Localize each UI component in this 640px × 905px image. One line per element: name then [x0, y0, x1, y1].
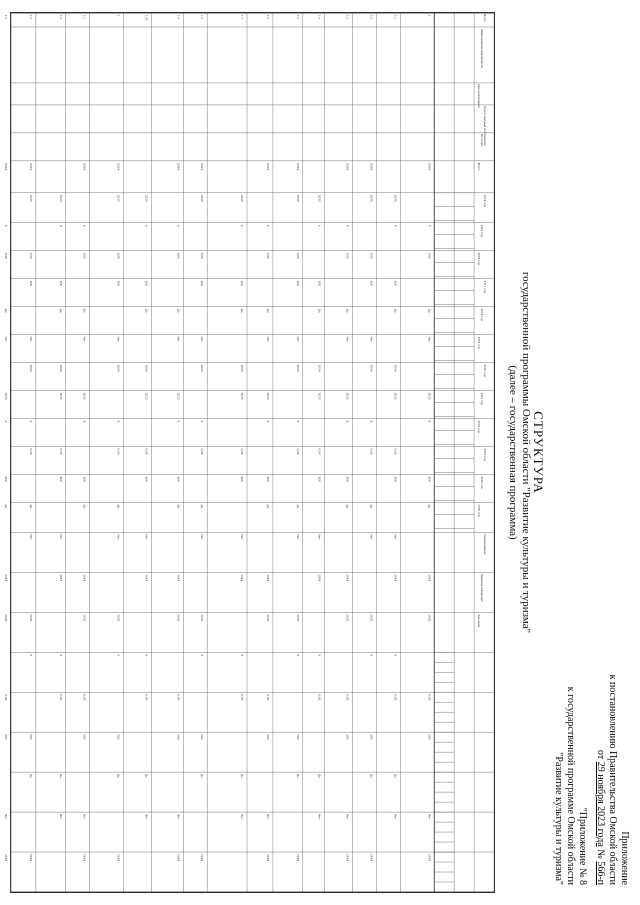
table-cell-value: 2014	[144, 574, 149, 582]
table-cell-value: 0,00	[28, 252, 33, 259]
table-cell-value: Нет	[240, 534, 245, 540]
table-cell-value: 2014	[200, 854, 205, 862]
table-cell-value: 2025	[176, 614, 181, 622]
table-cell-value: 0,00	[369, 252, 374, 259]
table-cell-value: Да	[58, 774, 63, 779]
table-cell-value: 2014	[144, 364, 149, 372]
table-cell-value: 2025	[317, 392, 322, 400]
table-cell-value: Да	[176, 504, 181, 509]
table-cell-value: Нет	[200, 336, 205, 343]
column-header: Значение	[477, 614, 481, 628]
header-number: 566-п	[595, 861, 606, 885]
table-cell-value: 100	[4, 734, 9, 740]
table-cell-value: 0,00	[240, 448, 245, 455]
table-cell-value: Х	[200, 654, 205, 657]
table-cell-value: 0,00	[116, 448, 121, 455]
table-cell-value: Х	[116, 654, 121, 657]
table-cell-value: 100	[369, 734, 374, 740]
table-cell-value: 0,00	[176, 252, 181, 259]
table-cell-value: 0,00	[58, 694, 63, 701]
table-cell-value: 0,00	[317, 448, 322, 455]
table-cell-value: Да	[58, 308, 63, 313]
table-cell-value: 0,00	[427, 252, 432, 259]
table-cell-value: 2014	[345, 162, 350, 170]
table-cell-value: Х	[369, 420, 374, 423]
row-number: 1.6	[265, 14, 269, 19]
table-cell-value: Да	[200, 504, 205, 509]
table-cell-value: 2014	[116, 364, 121, 372]
table-cell-value: 2014	[427, 574, 432, 582]
table-cell-value: Х	[393, 224, 398, 227]
table-cell-value: 100	[144, 476, 149, 482]
table-cell-value: Нет	[4, 336, 9, 343]
table-cell-value: 0,00	[317, 694, 322, 701]
table-cell-value: Нет	[369, 336, 374, 343]
table-cell-value: Нет	[28, 534, 33, 540]
table-cell-value: 0,00	[393, 694, 398, 701]
table-cell-value: Да	[82, 308, 87, 313]
table-cell-value: Х	[58, 654, 63, 657]
table-cell-value: Х	[295, 654, 300, 657]
column-header: 2018 год	[480, 308, 484, 321]
table-cell-value: 2014	[58, 364, 63, 372]
table-cell-value: 2014	[317, 574, 322, 582]
table-cell-value: 100	[176, 734, 181, 740]
table-cell-value: Х	[427, 224, 432, 227]
table-cell-value: Х	[144, 224, 149, 227]
table-cell-value: 0,00	[265, 694, 270, 701]
table-cell-value: 100	[82, 734, 87, 740]
table-cell-value: 100	[82, 476, 87, 482]
table-cell-value: 2025	[393, 194, 398, 202]
column-header: 2017 год	[483, 280, 487, 293]
table-cell-value: 100	[369, 280, 374, 287]
table-cell-value: 2025	[240, 194, 245, 202]
row-number: 1.3	[28, 14, 32, 19]
table-cell-value: Х	[295, 420, 300, 423]
table-cell-value: Нет	[345, 814, 350, 820]
table-cell-value: 100	[265, 734, 270, 740]
table-cell-value: 0,00	[176, 694, 181, 701]
table-cell-value: 2014	[369, 854, 374, 862]
column-header: 2022 год	[477, 420, 481, 433]
table-cell-value: 2014	[82, 574, 87, 582]
table-cell-value: Нет	[176, 336, 181, 343]
table-cell-value: 2014	[28, 162, 33, 170]
table-cell-value: Да	[295, 774, 300, 779]
table-cell-value: 2014	[28, 364, 33, 372]
table-cell-value: 100	[265, 476, 270, 482]
table-cell-value: 100	[28, 734, 33, 740]
table-cell-value: 2014	[427, 162, 432, 170]
table-cell-value: 2025	[58, 194, 63, 202]
header-line5: к государственной программе Омской области	[565, 686, 576, 885]
column-header: № п/п	[483, 13, 487, 22]
column-header: Единица измерения	[480, 574, 484, 602]
structure-table	[4, 12, 495, 893]
table-cell-value: 2014	[265, 574, 270, 582]
document-header	[552, 675, 630, 885]
table-cell-value: Нет	[427, 336, 432, 343]
table-cell-value: 2025	[82, 392, 87, 400]
table-cell-value: 100	[240, 280, 245, 287]
table-cell-value: Да	[393, 774, 398, 779]
table-cell-value: Х	[265, 224, 270, 227]
table-cell-value: 2025	[345, 392, 350, 400]
table-cell-value: 2014	[295, 162, 300, 170]
table-cell-value: 100	[116, 734, 121, 740]
table-cell-value: 2025	[144, 392, 149, 400]
table-cell-value: 2014	[200, 364, 205, 372]
table-cell-value: 2014	[317, 364, 322, 372]
table-cell-value: Да	[265, 308, 270, 313]
table-cell-value: 100	[427, 476, 432, 482]
table-cell-value: Да	[4, 308, 9, 313]
table-cell-value: 2025	[369, 194, 374, 202]
table-cell-value: 0,00	[28, 448, 33, 455]
table-cell-value: Нет	[28, 336, 33, 343]
row-number: 1.8	[200, 14, 204, 19]
header-number-prefix: №	[595, 849, 606, 859]
table-cell-value: 2025	[345, 614, 350, 622]
table-cell-value: 0,00	[265, 252, 270, 259]
table-cell-value: 100	[58, 280, 63, 287]
column-header: 2021 год	[480, 392, 484, 405]
table-cell-value: 100	[144, 280, 149, 287]
table-cell-value: 100	[317, 280, 322, 287]
row-number: 1.7	[240, 14, 244, 19]
table-cell-value: 2014	[427, 854, 432, 862]
table-cell-value: 0,00	[369, 448, 374, 455]
table-cell-value: Х	[427, 420, 432, 423]
table-cell-value: Нет	[200, 534, 205, 540]
table-cell-value: Нет	[144, 814, 149, 820]
table-cell-value: Х	[240, 654, 245, 657]
table-cell-value: Нет	[265, 336, 270, 343]
table-cell-value: 100	[200, 734, 205, 740]
table-cell-value: Х	[369, 654, 374, 657]
table-cell-value: Нет	[317, 534, 322, 540]
table-cell-value: 100	[240, 476, 245, 482]
table-cell-value: Да	[317, 774, 322, 779]
column-header: Наименование	[483, 534, 487, 555]
table-cell-value: 100	[58, 476, 63, 482]
table-cell-value: Х	[28, 420, 33, 423]
table-cell-value: 2025	[295, 614, 300, 622]
table-cell-value: 100	[200, 280, 205, 287]
table-cell-value: Да	[144, 308, 149, 313]
table-cell-value: Да	[345, 504, 350, 509]
table-cell-value: 0,00	[240, 694, 245, 701]
table-cell-value: 100	[317, 476, 322, 482]
table-cell-value: 2025	[28, 614, 33, 622]
column-header: 2019 год	[477, 336, 481, 349]
column-header: 2020 год	[483, 364, 487, 377]
document-title	[506, 0, 545, 905]
header-line4: "Приложение № 8	[577, 807, 588, 885]
table-cell-value: Да	[240, 774, 245, 779]
column-header: 2024 год	[480, 476, 484, 489]
table-cell-value: 2014	[393, 574, 398, 582]
table-cell-value: Х	[265, 420, 270, 423]
row-number: 1.2	[369, 14, 373, 19]
table-cell-value: 2025	[265, 392, 270, 400]
table-cell-value: 100	[393, 280, 398, 287]
table-cell-value: 0,00	[4, 694, 9, 701]
table-cell-value: 2014	[369, 162, 374, 170]
table-cell-value: 2014	[240, 574, 245, 582]
table-cell-value: 2014	[4, 854, 9, 862]
table-cell-value: 2025	[116, 194, 121, 202]
table-cell-value: Нет	[295, 336, 300, 343]
table-cell-value: 2025	[240, 392, 245, 400]
table-cell-value: 2025	[4, 392, 9, 400]
header-line3	[594, 675, 606, 885]
table-cell-value: 2014	[58, 574, 63, 582]
table-cell-value: Нет	[144, 534, 149, 540]
row-number: 1.1	[393, 14, 397, 19]
table-cell-value: Да	[345, 308, 350, 313]
column-header: Всего	[477, 162, 481, 171]
table-cell-value: Нет	[240, 814, 245, 820]
title-sub1: государственной программы Омской области "Развитие культуры и туризма"	[520, 271, 532, 634]
table-cell-value: Нет	[317, 814, 322, 820]
column-header: 2023 год	[483, 448, 487, 461]
table-cell-value: 100	[345, 734, 350, 740]
table-cell-value: Х	[82, 420, 87, 423]
table-cell-value: 2014	[4, 162, 9, 170]
column-header: 2016 год	[477, 252, 481, 265]
table-cell-value: 100	[4, 476, 9, 482]
table-cell-value: Х	[345, 224, 350, 227]
row-number: 1.4	[317, 14, 321, 19]
table-cell-value: Х	[4, 420, 9, 423]
table-cell-value: Нет	[176, 814, 181, 820]
table-cell-value: 0,00	[295, 252, 300, 259]
table-cell-value: Х	[393, 654, 398, 657]
table-cell-value: Нет	[116, 336, 121, 343]
table-cell-value: Х	[58, 224, 63, 227]
table-cell-value: 100	[176, 476, 181, 482]
table-cell-value: Да	[4, 504, 9, 509]
structure-table-grid	[4, 13, 494, 892]
table-cell-value: 0,00	[427, 694, 432, 701]
table-cell-value: 2025	[144, 194, 149, 202]
title-sub2: (далее – государственная программа)	[507, 365, 519, 540]
table-cell-value: 0,00	[200, 252, 205, 259]
table-cell-value: 2014	[345, 854, 350, 862]
table-cell-value: Нет	[58, 814, 63, 820]
column-header: Источник	[480, 133, 484, 147]
table-cell-value: Да	[116, 504, 121, 509]
table-cell-value: 2025	[58, 392, 63, 400]
table-cell-value: Нет	[58, 534, 63, 540]
table-cell-value: 0,00	[58, 448, 63, 455]
table-cell-value: Да	[317, 308, 322, 313]
table-cell-value: Нет	[295, 534, 300, 540]
column-header: 2014 год	[483, 194, 487, 207]
row-number: 1.1	[82, 14, 86, 19]
table-cell-value: 2014	[295, 854, 300, 862]
header-line1: Приложение	[619, 831, 630, 885]
row-number: 1.4	[4, 14, 8, 19]
table-cell-value: 2014	[200, 162, 205, 170]
table-cell-value: 2025	[200, 194, 205, 202]
table-cell-value: 2025	[28, 194, 33, 202]
row-number: 1	[427, 14, 431, 17]
title-main: СТРУКТУРА	[531, 411, 546, 494]
table-cell-value: 0,00	[200, 448, 205, 455]
table-cell-value: Да	[28, 774, 33, 779]
table-cell-value: 2025	[369, 614, 374, 622]
table-cell-value: 100	[116, 280, 121, 287]
table-cell-value: Х	[176, 420, 181, 423]
row-number: 1.2	[58, 14, 62, 19]
table-cell-value: 2014	[28, 854, 33, 862]
table-cell-value: 0,00	[82, 252, 87, 259]
column-header: Ответственный исполнитель	[483, 105, 487, 146]
table-cell-value: 2014	[176, 162, 181, 170]
table-cell-value: 2025	[317, 194, 322, 202]
row-number: 1.9	[176, 14, 180, 19]
table-cell-value: 2014	[265, 162, 270, 170]
header-from-prefix: от	[595, 749, 606, 760]
header-date: 29 ноября 2023 года	[595, 761, 606, 847]
table-cell-value: 2025	[295, 194, 300, 202]
table-cell-value: 2014	[176, 574, 181, 582]
table-cell-value: Нет	[82, 336, 87, 343]
table-cell-value: 2014	[82, 854, 87, 862]
table-cell-value: Да	[240, 308, 245, 313]
table-cell-value: 2025	[427, 614, 432, 622]
table-cell-value: 100	[345, 476, 350, 482]
table-cell-value: 100	[295, 280, 300, 287]
table-cell-value: Нет	[4, 814, 9, 820]
table-cell-value: 0,00	[82, 694, 87, 701]
header-line6: "Развитие культуры и туризма"	[553, 752, 564, 885]
row-number: 1.10	[144, 14, 148, 21]
table-cell-value: Нет	[427, 814, 432, 820]
table-cell-value: Да	[295, 504, 300, 509]
table-cell-value: 2014	[240, 364, 245, 372]
table-cell-value: 2014	[393, 364, 398, 372]
table-cell-value: Х	[28, 654, 33, 657]
table-cell-value: 0,00	[345, 694, 350, 701]
table-cell-value: 2014	[82, 162, 87, 170]
table-cell-value: 2025	[427, 392, 432, 400]
table-cell-value: Х	[345, 420, 350, 423]
table-cell-value: Да	[369, 504, 374, 509]
table-cell-value: Да	[369, 774, 374, 779]
table-cell-value: 2025	[200, 614, 205, 622]
column-header: 2025 год	[477, 504, 481, 517]
table-cell-value: 100	[393, 476, 398, 482]
table-cell-value: Х	[144, 654, 149, 657]
table-cell-value: Да	[393, 308, 398, 313]
table-cell-value: 2014	[116, 162, 121, 170]
column-header: Наименование мероприятия	[480, 28, 484, 68]
table-cell-value: 2014	[4, 574, 9, 582]
table-cell-value: 2014	[295, 364, 300, 372]
table-cell-value: Нет	[393, 534, 398, 540]
table-cell-value: Да	[28, 504, 33, 509]
table-cell-value: Да	[265, 504, 270, 509]
table-cell-value: 2025	[265, 614, 270, 622]
table-cell-value: Х	[82, 224, 87, 227]
table-cell-value: 100	[295, 734, 300, 740]
row-number: 1.3	[345, 14, 349, 19]
table-cell-value: Да	[144, 774, 149, 779]
header-line2: к постановлению Правительства Омской области	[607, 674, 618, 885]
table-cell-value: 2025	[4, 614, 9, 622]
table-cell-value: Х	[200, 420, 205, 423]
table-cell-value: Да	[176, 308, 181, 313]
table-cell-value: Да	[427, 308, 432, 313]
table-cell-value: 2025	[116, 614, 121, 622]
table-cell-value: 0,00	[144, 448, 149, 455]
table-cell-value: Да	[116, 774, 121, 779]
table-cell-value: Х	[4, 224, 9, 227]
table-cell-value: 2014	[345, 574, 350, 582]
table-cell-value: 2014	[116, 854, 121, 862]
table-cell-value: 2025	[393, 392, 398, 400]
table-cell-value: 0,00	[4, 252, 9, 259]
table-cell-value: 2025	[82, 614, 87, 622]
table-cell-value: Х	[240, 224, 245, 227]
table-cell-value: 0,00	[295, 448, 300, 455]
table-cell-value: Нет	[265, 814, 270, 820]
table-cell-value: Х	[116, 420, 121, 423]
table-cell-value: 2014	[265, 854, 270, 862]
table-cell-value: Х	[317, 654, 322, 657]
table-cell-value: 100	[427, 734, 432, 740]
table-cell-value: 100	[28, 280, 33, 287]
table-cell-value: 2014	[369, 364, 374, 372]
table-cell-value: Нет	[393, 814, 398, 820]
column-header: 2015 год	[480, 224, 484, 237]
table-cell-value: Нет	[116, 534, 121, 540]
table-cell-value: 0,00	[116, 252, 121, 259]
table-cell-value: Да	[82, 504, 87, 509]
table-cell-value: 2014	[176, 854, 181, 862]
row-number: 1	[116, 14, 120, 17]
table-cell-value: Нет	[369, 534, 374, 540]
table-cell-value: 0,00	[393, 448, 398, 455]
table-cell-value: Да	[427, 504, 432, 509]
table-cell-value: Да	[200, 774, 205, 779]
table-cell-value: Нет	[82, 814, 87, 820]
table-cell-value: 2025	[176, 392, 181, 400]
table-cell-value: Х	[317, 224, 322, 227]
table-cell-value: 0,00	[345, 252, 350, 259]
table-cell-value: 0,00	[144, 694, 149, 701]
table-cell-value: Нет	[345, 336, 350, 343]
column-header: Срок реализации	[477, 83, 481, 108]
row-number: 1.5	[295, 14, 299, 19]
table-cell-value: Х	[176, 224, 181, 227]
